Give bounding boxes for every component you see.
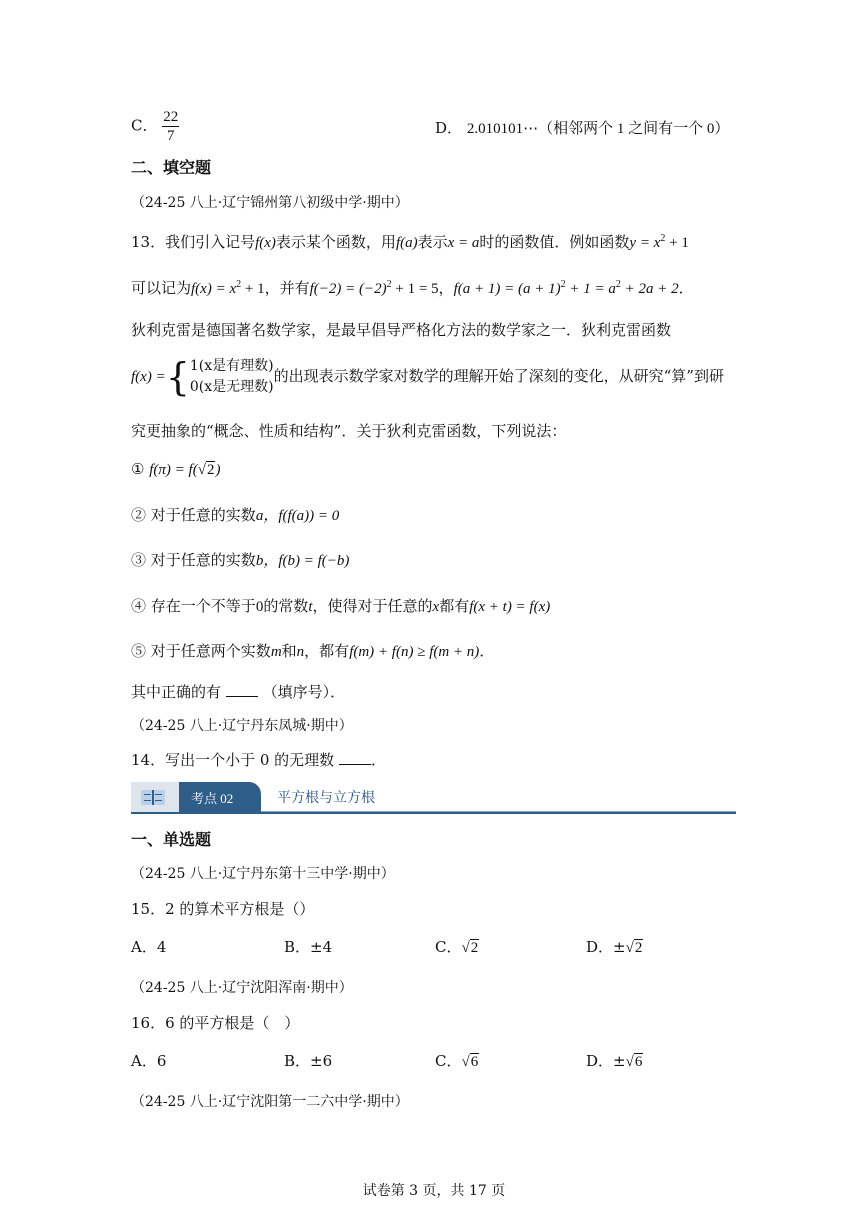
math-expr: ，f(b) = f(−b) <box>263 553 350 569</box>
fraction <box>162 108 179 145</box>
topic-banner <box>131 782 736 814</box>
radicand: 6 <box>634 1054 643 1070</box>
statement-3 <box>131 550 349 571</box>
text: 都有 <box>439 597 470 615</box>
radicand: 2 <box>634 940 643 956</box>
q14 <box>131 750 386 770</box>
text: ． <box>479 642 495 660</box>
sqrt-sign: √2 <box>197 462 215 478</box>
text: 和 <box>281 642 297 660</box>
option-label: C． <box>131 116 158 135</box>
exponent: 2 <box>560 279 566 290</box>
circled-number: ① <box>131 460 145 478</box>
math-expr: ) <box>215 462 221 478</box>
q13-line-3: 狄利克雷是德国著名数学家，是最早倡导严格化方法的数学家之一．狄利克雷函数 <box>131 321 672 339</box>
circled-number: ③ <box>131 551 147 569</box>
math-expr: f(x) = <box>131 369 166 385</box>
math-expr: + 1 = a <box>565 281 616 297</box>
math-expr: + 2a + 2 <box>620 281 679 297</box>
piecewise-cases <box>190 356 274 398</box>
circled-number: ④ <box>131 597 147 615</box>
math-var: n <box>296 644 305 660</box>
section-heading-fill: 二、填空题 <box>131 158 212 177</box>
math-expr: f(a + 1) = (a + 1) <box>453 281 561 297</box>
math-expr: x = a <box>447 235 480 251</box>
exponent: 2 <box>386 279 392 290</box>
text: 的常数 <box>263 597 309 615</box>
exponent: 2 <box>660 233 666 244</box>
text: 可以记为 <box>131 279 192 297</box>
option-b: B．±6 <box>284 1052 333 1070</box>
math-expr: f(x) <box>255 235 276 251</box>
text: 的出现表示数学家对数学的理解开始了深刻的变化，从研究“算”到研 <box>273 367 724 385</box>
exponent: 2 <box>236 279 242 290</box>
math-expr: f(π) = f( <box>149 462 198 478</box>
option-label: D． <box>435 119 463 137</box>
sqrt-sign: √2 <box>625 940 643 956</box>
circled-number: ② <box>131 506 147 524</box>
q13-line-1 <box>131 232 689 253</box>
case-rational: 1(x是有理数) <box>189 358 274 374</box>
math-var: b <box>255 553 264 569</box>
book-icon <box>141 790 165 805</box>
radicand: 6 <box>470 1054 479 1070</box>
radicand: 2 <box>470 940 479 956</box>
math-expr: f(x) = x <box>191 281 237 297</box>
q15-stem: 15．2 的算术平方根是（） <box>131 900 315 918</box>
question-source: （24-25 八上·辽宁沈阳浑南·期中） <box>131 980 353 996</box>
text: 14．写出一个小于 0 的无理数 <box>131 751 335 769</box>
sqrt-sign: √2 <box>461 940 479 956</box>
topic-tab <box>131 782 261 812</box>
exponent: 2 <box>615 279 621 290</box>
statement-1 <box>131 459 220 480</box>
question-source: （24-25 八上·辽宁丹东第十三中学·期中） <box>131 866 395 882</box>
topic-title: 平方根与立方根 <box>277 790 375 806</box>
math-expr: + 1 = 5 <box>391 281 439 297</box>
option-d-q12 <box>435 117 729 140</box>
math-expr: + 1 <box>241 281 265 297</box>
option-d <box>586 936 643 959</box>
math-var: t <box>308 599 313 615</box>
question-source: （24-25 八上·辽宁锦州第八初级中学·期中） <box>131 195 409 211</box>
text: 其中正确的有 <box>131 683 222 701</box>
text: （填序号）． <box>262 683 346 701</box>
math-expr: f(x + t) = f(x) <box>469 599 551 615</box>
radicand: 2 <box>206 462 215 478</box>
math-expr: ，f(f(a)) = 0 <box>263 508 340 524</box>
option-b: B．±4 <box>284 938 333 956</box>
q13-line-5: 究更抽象的“概念、性质和结构”．关于狄利克雷函数，下列说法： <box>131 422 567 440</box>
option-c <box>435 936 479 959</box>
option-c <box>435 1050 479 1073</box>
topic-tag: 考点 02 <box>191 791 234 806</box>
math-expr: y = x <box>629 235 661 251</box>
text: 表示某个函数，用 <box>275 233 396 251</box>
option-a: A．6 <box>131 1052 167 1070</box>
text: ， <box>438 279 454 297</box>
text: ． <box>678 279 694 297</box>
text: 对于任意的实数 <box>150 506 256 524</box>
q13-answer-line <box>131 682 345 702</box>
question-source: （24-25 八上·辽宁丹东凤城·期中） <box>131 718 353 734</box>
q13-dirichlet-definition <box>131 352 724 401</box>
math-expr: 0 <box>255 599 264 615</box>
option-value: 2.010101⋯（相邻两个 1 之间有一个 0） <box>466 121 730 137</box>
math-expr: f(a) <box>395 235 418 251</box>
sqrt-sign: √6 <box>461 1054 479 1070</box>
math-var: m <box>270 644 282 660</box>
text: ，都有 <box>304 642 350 660</box>
text: ，使得对于任意的 <box>312 597 433 615</box>
math-expr: f(m) + f(n) ≥ f(m + n) <box>349 644 480 660</box>
question-source: （24-25 八上·辽宁沈阳第一二六中学·期中） <box>131 1094 409 1110</box>
option-label: C． <box>435 938 462 956</box>
text: ，并有 <box>264 279 310 297</box>
answer-blank[interactable] <box>339 753 371 765</box>
option-label: C． <box>435 1052 462 1070</box>
statement-2 <box>131 505 339 526</box>
option-c-q12 <box>131 108 179 145</box>
divider <box>131 812 736 814</box>
option-d <box>586 1050 643 1073</box>
text: 13．我们引入记号 <box>131 233 256 251</box>
text: 存在一个不等于 <box>150 597 256 615</box>
fraction-denominator: 7 <box>167 128 175 144</box>
text: 对于任意的实数 <box>150 551 256 569</box>
math-var: a <box>255 508 264 524</box>
page-footer: 试卷第 3 页，共 17 页 <box>362 1183 506 1199</box>
text: 对于任意两个实数 <box>150 642 271 660</box>
text: 表示 <box>417 233 448 251</box>
math-expr: f(−2) = (−2) <box>309 281 387 297</box>
case-irrational: 0(x是无理数) <box>189 379 274 395</box>
q16-stem: 16．6 的平方根是（ ） <box>131 1014 300 1032</box>
answer-blank[interactable] <box>226 685 258 697</box>
section-heading-single: 一、单选题 <box>131 830 212 849</box>
fraction-numerator: 22 <box>163 109 179 125</box>
text: 时的函数值．例如函数 <box>479 233 630 251</box>
text: ． <box>370 751 386 769</box>
option-a: A．4 <box>131 938 167 956</box>
statement-5 <box>131 641 494 662</box>
sqrt-sign: √6 <box>625 1054 643 1070</box>
circled-number: ⑤ <box>131 642 147 660</box>
option-label: D．± <box>586 938 626 956</box>
math-var: x <box>432 599 440 615</box>
q13-line-2 <box>131 278 694 299</box>
left-brace-icon: { <box>165 355 190 399</box>
math-expr: + 1 <box>665 235 689 251</box>
statement-4 <box>131 596 550 617</box>
option-label: D．± <box>586 1052 626 1070</box>
